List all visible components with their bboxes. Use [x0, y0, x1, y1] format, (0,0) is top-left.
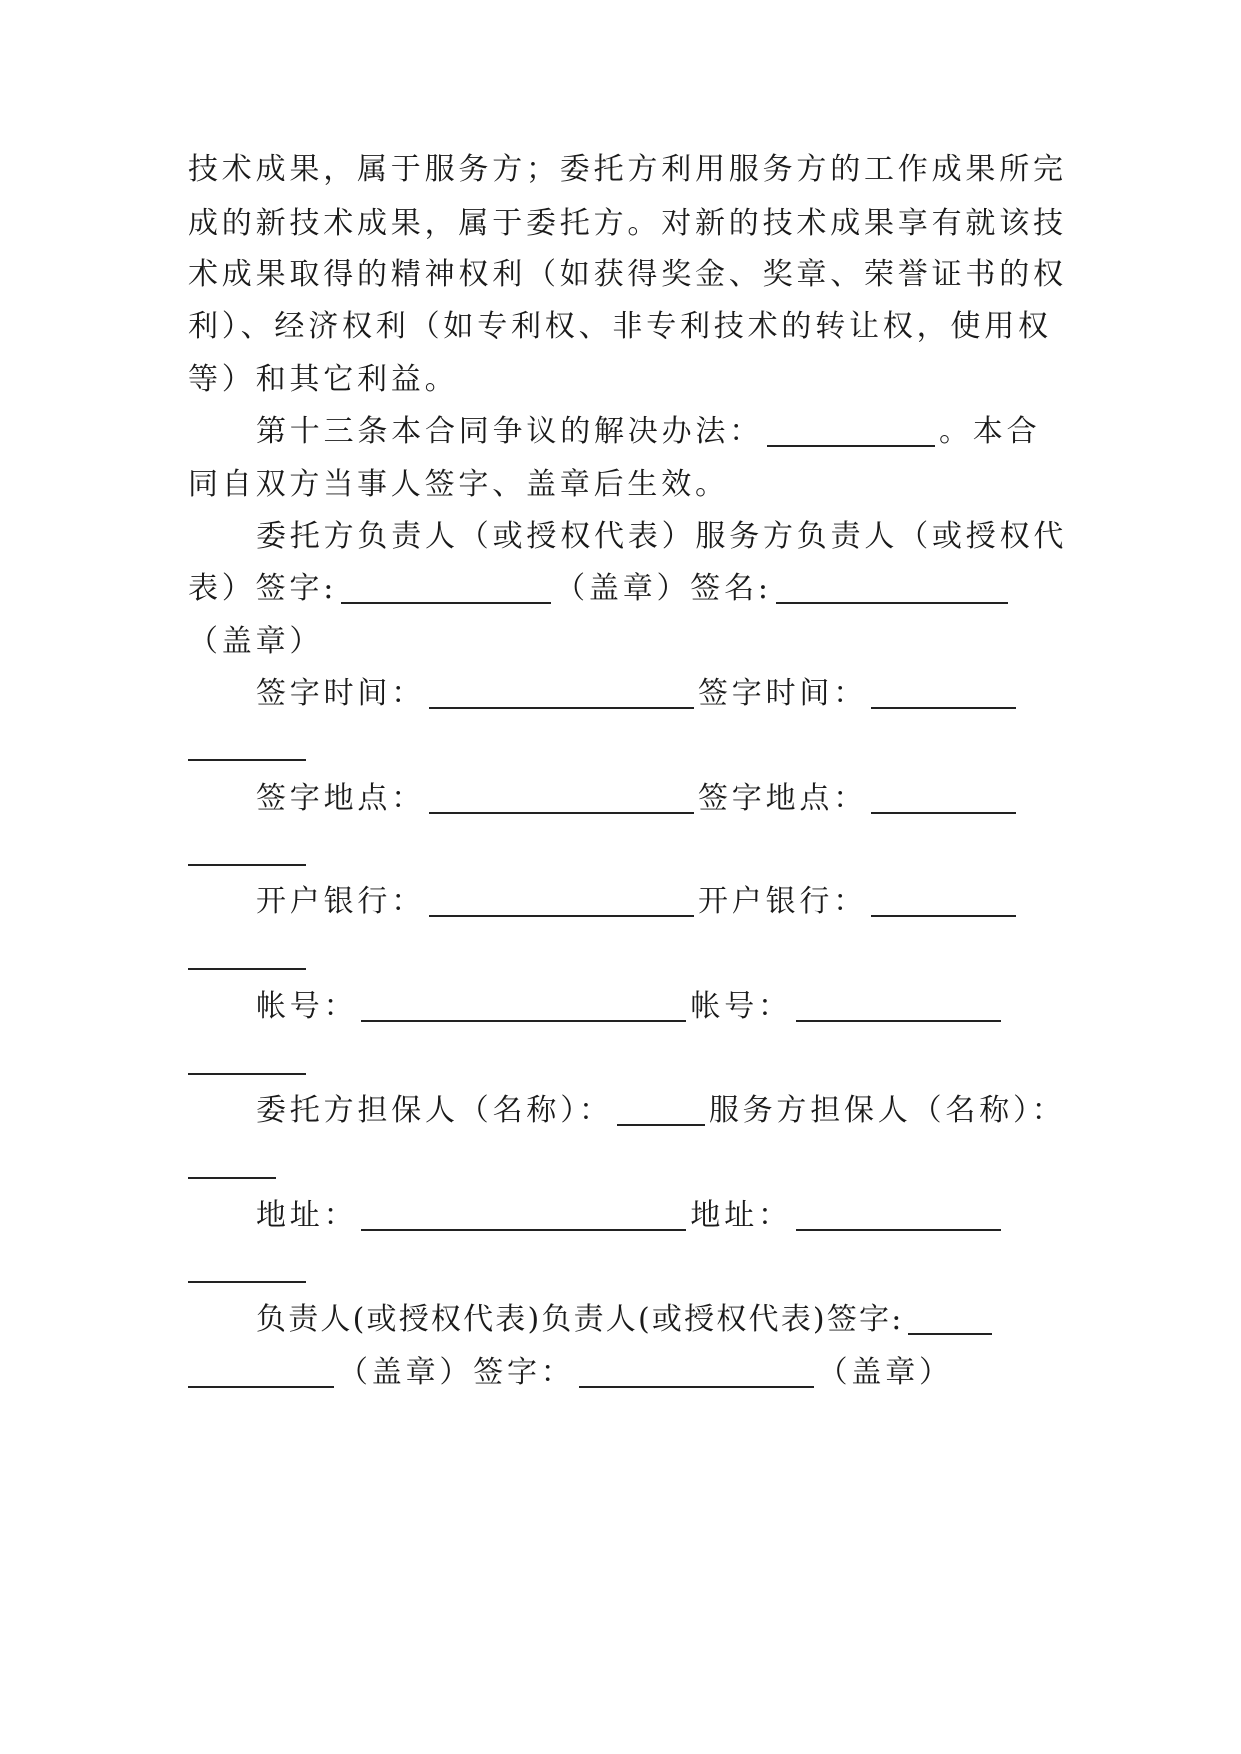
blank-underline: [188, 1386, 334, 1388]
blank-underline: [871, 707, 1016, 709]
blank-underline: [767, 445, 935, 447]
blank-underline: [188, 1177, 276, 1179]
blank-underline: [341, 602, 551, 604]
blank-underline: [188, 864, 306, 866]
blank-underline: [429, 812, 694, 814]
sign-time-line: 签字时间： 签字时间：: [256, 674, 1136, 714]
blank-underline: [188, 1073, 306, 1075]
signature-line: （盖章）: [188, 624, 324, 659]
signature-line: 表）签字: （盖章）签名:: [188, 569, 1068, 609]
blank-underline: [429, 915, 694, 917]
paragraph-line: 成的新技术成果，属于委托方。对新的技术成果享有就该技: [188, 206, 1067, 241]
article-13-line: 同自双方当事人签字、盖章后生效。: [188, 467, 729, 502]
guarantor-line: 委托方担保人（名称）： 服务方担保人（名称）：: [256, 1093, 1066, 1128]
paragraph-line: 利）、经济权利（如专利权、非专利技术的转让权，使用权: [188, 309, 1052, 344]
sign-time-continuation: [188, 726, 1068, 766]
blank-underline: [617, 1124, 705, 1126]
paragraph-line: 等）和其它利益。: [188, 362, 459, 397]
blank-underline: [188, 1281, 306, 1283]
blank-underline: [871, 812, 1016, 814]
blank-underline: [361, 1229, 686, 1231]
guarantor-signature-line: （盖章）签字： （盖章）: [188, 1353, 1068, 1393]
blank-underline: [188, 968, 306, 970]
signature-heading: 委托方负责人（或授权代表）服务方负责人（或授权代: [256, 519, 1068, 554]
address-line: 地址： 地址：: [256, 1196, 1136, 1236]
address-continuation: [188, 1248, 1068, 1288]
bank-continuation: [188, 935, 1068, 975]
blank-underline: [188, 759, 306, 761]
blank-underline: [796, 1020, 1001, 1022]
blank-underline: [871, 915, 1016, 917]
account-continuation: [188, 1040, 1068, 1080]
blank-underline: [579, 1386, 814, 1388]
blank-underline: [908, 1333, 992, 1335]
paragraph-line: 术成果取得的精神权利（如获得奖金、奖章、荣誉证书的权: [188, 257, 1067, 292]
guarantor-continuation: [188, 1144, 1068, 1184]
guarantor-signature-heading: 负责人(或授权代表)负责人(或授权代表)签字:: [256, 1300, 1136, 1340]
article-13-line: 第十三条本合同争议的解决办法： 。本合: [256, 414, 1041, 449]
blank-underline: [361, 1020, 686, 1022]
account-line: 帐号： 帐号：: [256, 987, 1136, 1027]
blank-underline: [796, 1229, 1001, 1231]
blank-underline: [429, 707, 694, 709]
paragraph-line: 技术成果，属于服务方；委托方利用服务方的工作成果所完: [188, 152, 1067, 187]
sign-place-line: 签字地点： 签字地点：: [256, 779, 1136, 819]
bank-line: 开户银行： 开户银行：: [256, 882, 1136, 922]
sign-place-continuation: [188, 831, 1068, 871]
blank-underline: [776, 602, 1008, 604]
